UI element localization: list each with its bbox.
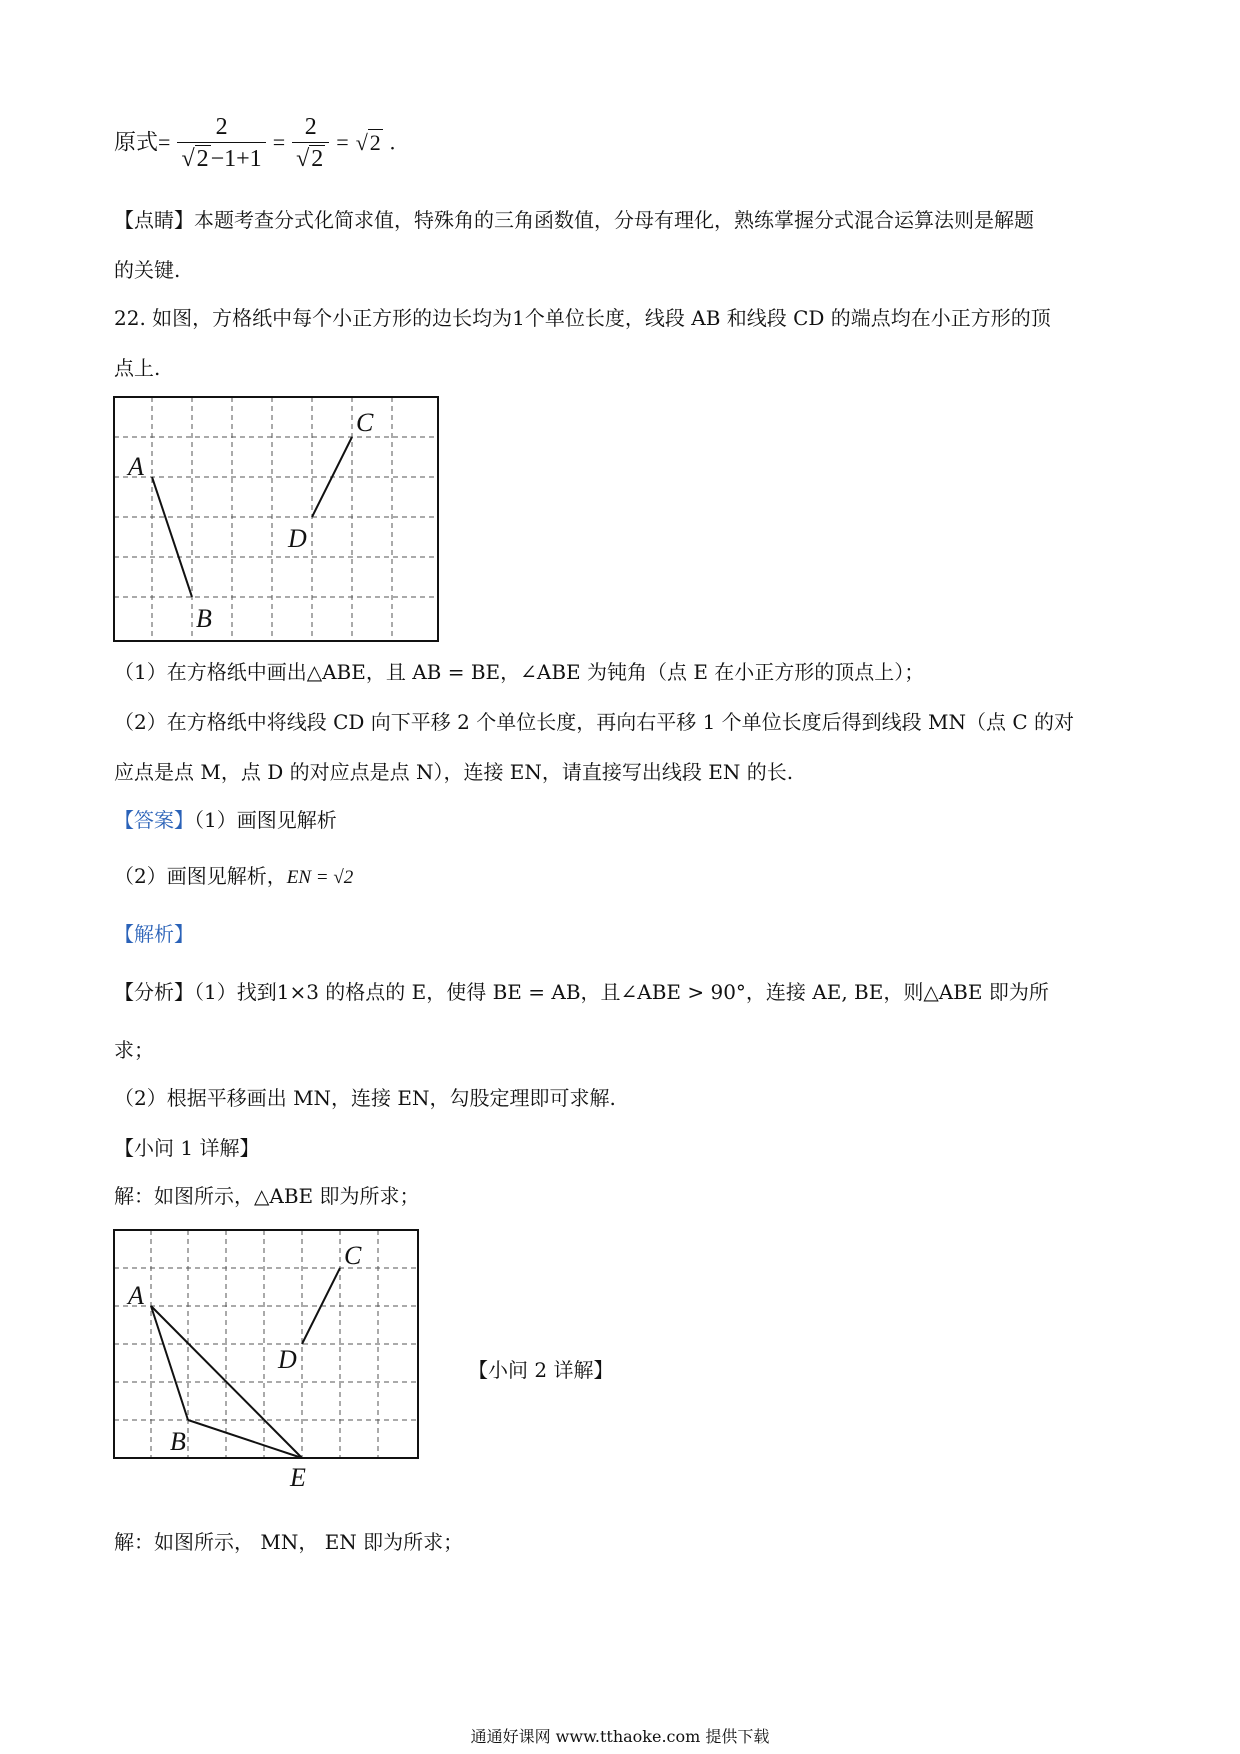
- fraction-2-numerator: 2: [292, 112, 329, 143]
- answer-line-2: [114, 860, 353, 889]
- grid-border: [114, 397, 438, 641]
- segment-be: [188, 1420, 302, 1458]
- fraction-2-denominator: √2: [296, 146, 324, 172]
- segment-ab: [151, 1306, 188, 1420]
- grid-figure-2: [112, 1228, 432, 1488]
- fraction-1-denominator: √2−1+1: [181, 146, 262, 172]
- dianjing-text-1: 本题考查分式化简求值，特殊角的三角函数值，分母有理化，熟练掌握分式混合运算法则是解题: [194, 208, 1034, 232]
- label-c: C: [356, 408, 374, 437]
- answer-2-math: EN = √2: [286, 867, 354, 888]
- formula-line: 原式= $\frac{2}{√2-1+1}$ = $\frac{2}{√2}$ = √2 .: [114, 112, 395, 175]
- grid-lines: [114, 1230, 418, 1458]
- label-b: B: [170, 1427, 186, 1456]
- label-e: E: [290, 1463, 306, 1488]
- detail-1-tag: 【小问 1 详解】: [114, 1136, 260, 1160]
- fenxi-line-2: 求；: [114, 1038, 154, 1062]
- label-a: A: [128, 1281, 144, 1310]
- question-22-line-1: 22. 如图，方格纸中每个小正方形的边长均为1个单位长度，线段 AB 和线段 CD 的端点均在小正方形的顶: [114, 306, 1051, 330]
- fenxi-line-3: （2）根据平移画出 MN，连接 EN，勾股定理即可求解.: [114, 1086, 616, 1110]
- answer-line-1: [114, 804, 337, 833]
- answer-tag: 【答案】: [114, 808, 194, 832]
- detail-2-tag: 【小问 2 详解】: [468, 1358, 614, 1382]
- fenxi-tag: 【分析】: [114, 980, 194, 1004]
- dianjing-tag: 【点睛】: [114, 208, 194, 232]
- label-d: D: [288, 524, 307, 553]
- detail-1-text: 解：如图所示，△ABE 即为所求；: [114, 1184, 420, 1208]
- fraction-1-numerator: 2: [177, 112, 265, 143]
- fenxi-line-1: [114, 976, 1049, 1005]
- sub-question-2-line-2: 应点是点 M，点 D 的对应点是点 N），连接 EN，请直接写出线段 EN 的长.: [114, 760, 794, 784]
- grid-lines: [114, 397, 438, 641]
- answer-1: （1）画图见解析: [194, 808, 337, 832]
- formula-result: √2: [355, 129, 381, 155]
- dianjing-line-1: [114, 204, 1034, 233]
- fenxi-text-1: （1）找到1×3 的格点的 E，使得 BE = AB，且∠ABE > 90°，连接 AE, BE，则△ABE 即为所: [194, 980, 1049, 1004]
- question-22-line-2: 点上.: [114, 356, 161, 380]
- formula-lhs: 原式: [114, 130, 159, 156]
- segment-ab: [152, 477, 192, 597]
- sub-question-1: （1）在方格纸中画出△ABE，且 AB = BE，∠ABE 为钝角（点 E 在小正方形的顶点上）；: [114, 660, 925, 684]
- page-footer: 通通好课网 www.tthaoke.com 提供下载: [470, 1727, 770, 1746]
- label-d: D: [278, 1345, 297, 1374]
- label-a: A: [128, 452, 144, 481]
- dianjing-line-2: 的关键.: [114, 258, 181, 282]
- label-b: B: [196, 604, 212, 633]
- sub-question-2-line-1: （2）在方格纸中将线段 CD 向下平移 2 个单位长度，再向右平移 1 个单位长度后得到线段 MN（点 C 的对: [114, 710, 1075, 734]
- label-c: C: [344, 1241, 362, 1270]
- jiexi-tag: 【解析】: [114, 922, 194, 946]
- segment-cd: [312, 437, 352, 517]
- grid-figure-1: [112, 395, 442, 645]
- fraction-1: [177, 112, 265, 175]
- detail-2-text: 解：如图所示， MN， EN 即为所求；: [114, 1530, 464, 1554]
- answer-2-text: （2）画图见解析，: [114, 864, 287, 888]
- fraction-2: [292, 112, 329, 175]
